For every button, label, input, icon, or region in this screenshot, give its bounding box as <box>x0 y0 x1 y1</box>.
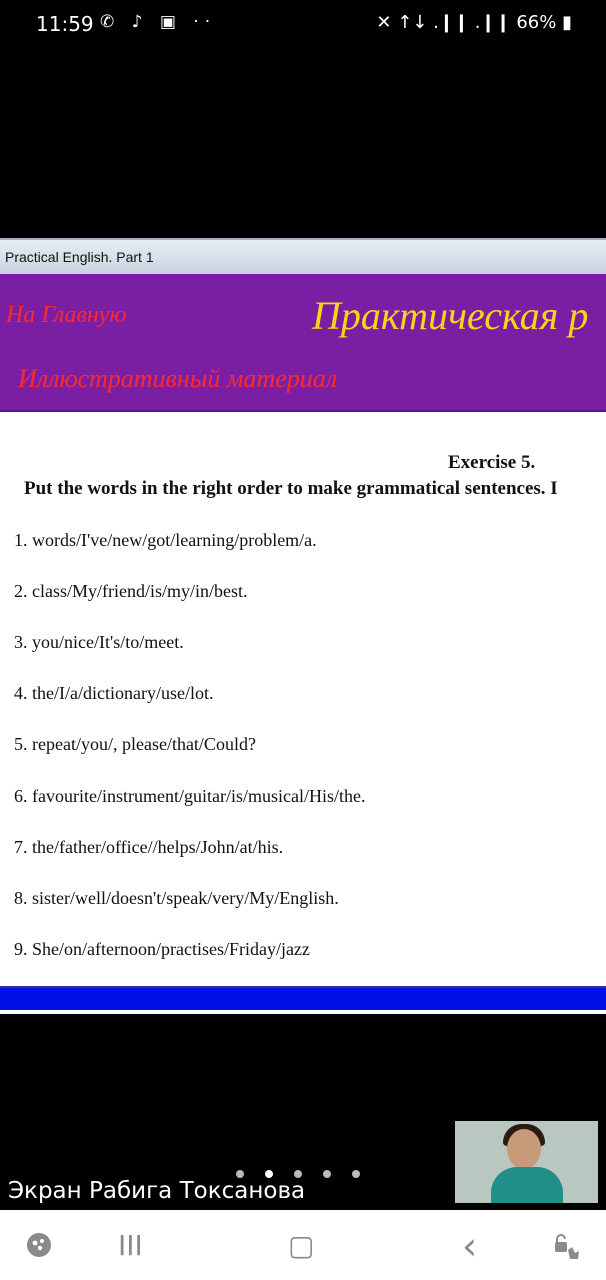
window-title: Practical English. Part 1 <box>5 249 154 265</box>
exercise-instruction: Put the words in the right order to make grammatical sentences. I <box>24 478 558 499</box>
android-nav-bar <box>0 1210 606 1280</box>
site-banner <box>0 274 606 412</box>
back-button[interactable]: ‹ <box>462 1224 478 1268</box>
exercise-item: 3. you/nice/It's/to/meet. <box>14 632 184 652</box>
exercise-item: 1. words/I've/new/got/learning/problem/a. <box>14 530 317 550</box>
page-dot[interactable] <box>294 1170 302 1178</box>
recents-button[interactable]: III <box>118 1229 143 1262</box>
page-dot[interactable] <box>323 1170 331 1178</box>
page-dot[interactable] <box>265 1170 273 1178</box>
clock: 11:59 <box>36 12 94 36</box>
page-dot[interactable] <box>352 1170 360 1178</box>
participant-face <box>507 1129 541 1169</box>
page-dot[interactable] <box>236 1170 244 1178</box>
exercise-content <box>0 412 606 982</box>
exercise-item: 9. She/on/afternoon/practises/Friday/jazz <box>14 939 310 959</box>
status-bar <box>0 0 606 48</box>
battery-icon: ▮ <box>562 12 572 33</box>
home-button[interactable]: ▢ <box>288 1229 315 1262</box>
exercise-item: 8. sister/well/doesn't/speak/very/My/English. <box>14 888 339 908</box>
assistant-icon[interactable] <box>26 1232 52 1263</box>
participant-video[interactable] <box>455 1121 598 1203</box>
exercise-item: 2. class/My/friend/is/my/in/best. <box>14 581 248 601</box>
banner-title: Практическая р <box>312 293 589 338</box>
nav-home-link[interactable]: На Главную <box>6 302 127 328</box>
screen-owner-label: Экран Рабига Токсанова <box>8 1178 306 1204</box>
exercise-item: 6. favourite/instrument/guitar/is/musical/His/the. <box>14 786 366 806</box>
window-titlebar <box>0 238 606 275</box>
notification-icons: ✆ ♪ ▣ ·· <box>100 12 217 32</box>
exercise-item: 7. the/father/office//helps/John/at/his. <box>14 837 284 857</box>
signal-icons: ✕ ↑↓ .❙❙ .❙❙ <box>376 12 511 33</box>
exercise-title: Exercise 5. <box>448 452 536 473</box>
footer-bar <box>0 986 606 1010</box>
participant-body <box>491 1167 563 1203</box>
exercise-item: 5. repeat/you/, please/that/Could? <box>14 734 256 754</box>
shared-screen <box>0 238 606 1014</box>
battery-level: 66% <box>516 12 557 33</box>
system-status <box>376 12 572 33</box>
gesture-lock-icon[interactable] <box>552 1232 582 1267</box>
nav-illustrative-link[interactable]: Иллюстративный материал <box>18 364 338 393</box>
exercise-item: 4. the/I/a/dictionary/use/lot. <box>14 683 214 703</box>
